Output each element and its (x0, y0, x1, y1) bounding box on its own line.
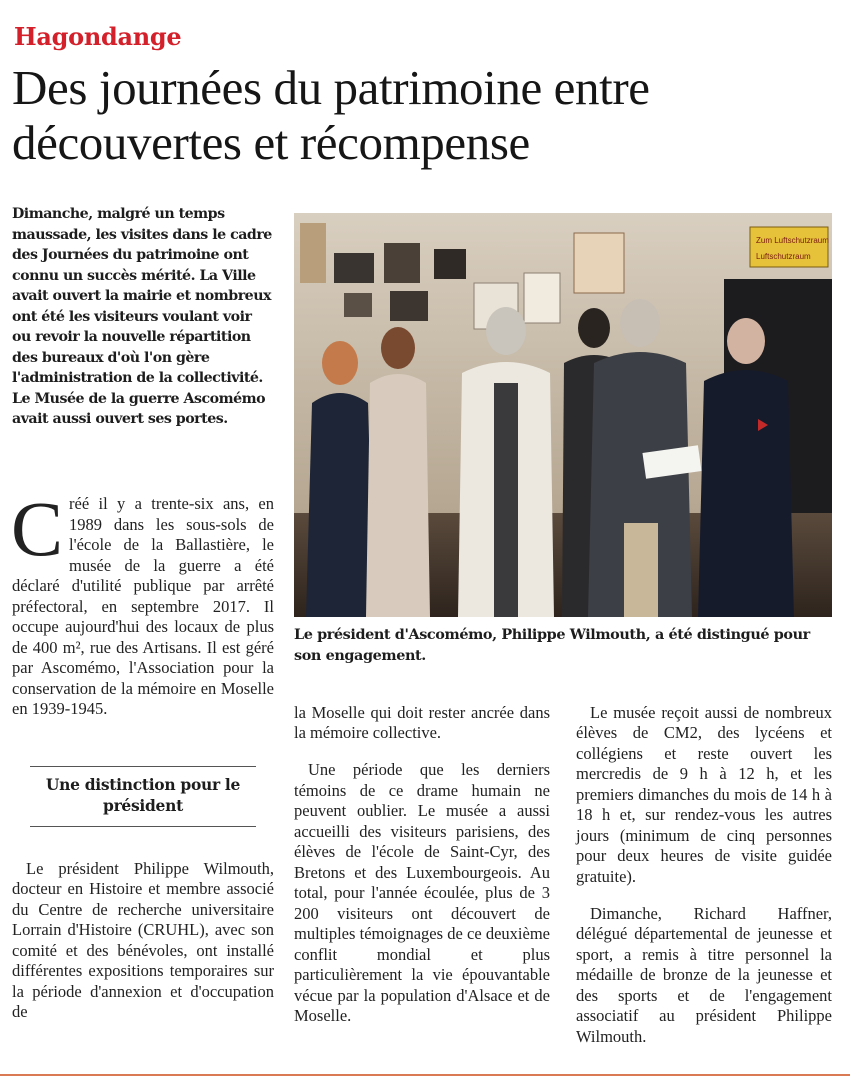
drop-cap: C (11, 485, 64, 572)
photo-caption: Le président d'Ascomémo, Philippe Wilmouth, a été distingué pour son engagement. (294, 626, 810, 664)
headline: Des journées du patrimoine entre découvertes et récompense (12, 60, 650, 170)
page-bottom-rule (0, 1074, 850, 1076)
body-paragraph-4: Une période que les derniers témoins de ce drame humain ne peuvent oublier. Le musée a aussi accueilli des visiteurs parisiens, des élèves de l'école de Saint-Cyr, des Bretons et des Luxembourgeois. Au total, pour l'année écoulée, plus de 3 200 visiteurs ont découvert de multiples témoignages de ce deuxième conflit mondial et plus particulièrement la vie épouvantable vécue par la population d'Alsace et de Moselle. (294, 760, 550, 1025)
column-3 (576, 686, 832, 1064)
subhead: Une distinction pour le président (45, 775, 241, 815)
body-paragraph-1: réé il y a trente-six ans, en 1989 dans les sous-sols de l'école de la Ballastière, le musée de la guerre a été déclaré d'utilité publique par arrêté préfectoral, en septembre 2017. Il occupe aujourd'hui des locaux de plus de 400 m², rue des Artisans. Il est géré par Ascomémo, l'Association pour la conservation de la mémoire en Moselle en 1939-1945. (12, 494, 274, 718)
body-paragraph-5: Le musée reçoit aussi de nombreux élèves de CM2, des lycéens et collégiens et reste ouvert les mercredis de 9 h à 12 h, et les premiers dimanches du mois de 14 h à 18 h et, sur rendez-vous les autres jours (minimum de cinq personnes pour deux heures de visite guidée gratuite). (576, 702, 832, 886)
body-paragraph-2: Le président Philippe Wilmouth, docteur en Histoire et membre associé du Centre de recherche universitaire Lorrain d'Histoire (CRUHL), avec son comité et des bénévoles, ont installé différentes expositions temporaires sur la période d'annexion et d'occupation de (12, 858, 274, 1021)
subhead-rule-bottom (30, 826, 256, 827)
body-paragraph-3: la Moselle qui doit rester ancrée dans la mémoire collective. (294, 702, 550, 742)
kicker: Hagondange (14, 22, 182, 51)
column-2 (294, 686, 550, 1043)
photo-illustration (294, 213, 832, 617)
column-1-bottom (12, 842, 274, 1039)
lead-paragraph: Dimanche, malgré un temps maussade, les visites dans le cadre des Journées du patrimoine ont connu un succès mérité. La Ville avait ouvert la mairie et nombreux ont été les visiteurs voulant voir ou revoir la nouvelle répartition des bureaux d'où l'on gère l'administration de la collectivité. Le Musée de la guerre Ascomémo avait aussi ouvert ses portes. (12, 206, 272, 427)
photo-sign-1: Zum Luftschutzraum (756, 236, 829, 245)
body-paragraph-6: Dimanche, Richard Haffner, délégué départemental de jeunesse et sport, a remis à titre personnel la médaille de bronze de la jeunesse et des sports et de l'engagement associatif au président Philippe Wilmouth. (576, 903, 832, 1046)
photo (294, 213, 832, 617)
column-1-top (11, 485, 274, 720)
photo-sign-2: Luftschutzraum (756, 252, 811, 261)
subhead-rule-top (30, 766, 256, 767)
